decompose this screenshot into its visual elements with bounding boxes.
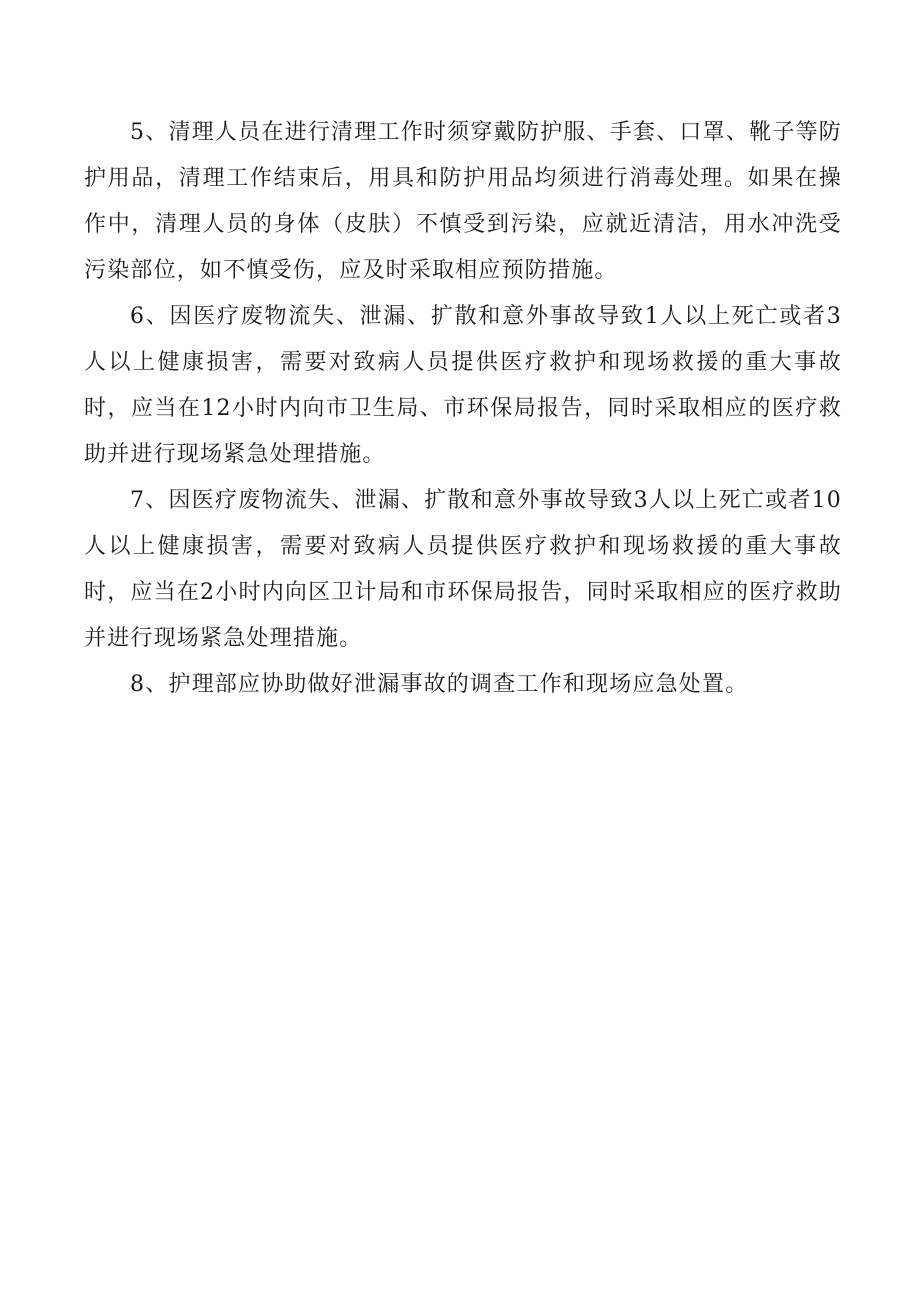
document-body	[84, 110, 842, 708]
paragraph-item-6: 6、因医疗废物流失、泄漏、扩散和意外事故导致1人以上死亡或者3人以上健康损害，需要对致病人员提供医疗救护和现场救援的重大事故时，应当在12小时内向市卫生局、市环保局报告，同时采取相应的医疗救助并进行现场紧急处理措施。	[84, 304, 842, 467]
paragraph-item-7: 7、因医疗废物流失、泄漏、扩散和意外事故导致3人以上死亡或者10人以上健康损害，需要对致病人员提供医疗救护和现场救援的重大事故时，应当在2小时内向区卫计局和市环保局报告，同时采取相应的医疗救助并进行现场紧急处理措施。	[84, 488, 842, 651]
paragraph-item-5: 5、清理人员在进行清理工作时须穿戴防护服、手套、口罩、靴子等防护用品，清理工作结束后，用具和防护用品均须进行消毒处理。如果在操作中，清理人员的身体（皮肤）不慎受到污染，应就近清洁，用水冲洗受污染部位，如不慎受伤，应及时采取相应预防措施。	[84, 120, 842, 283]
paragraph-item-8: 8、护理部应协助做好泄漏事故的调查工作和现场应急处置。	[130, 672, 749, 697]
